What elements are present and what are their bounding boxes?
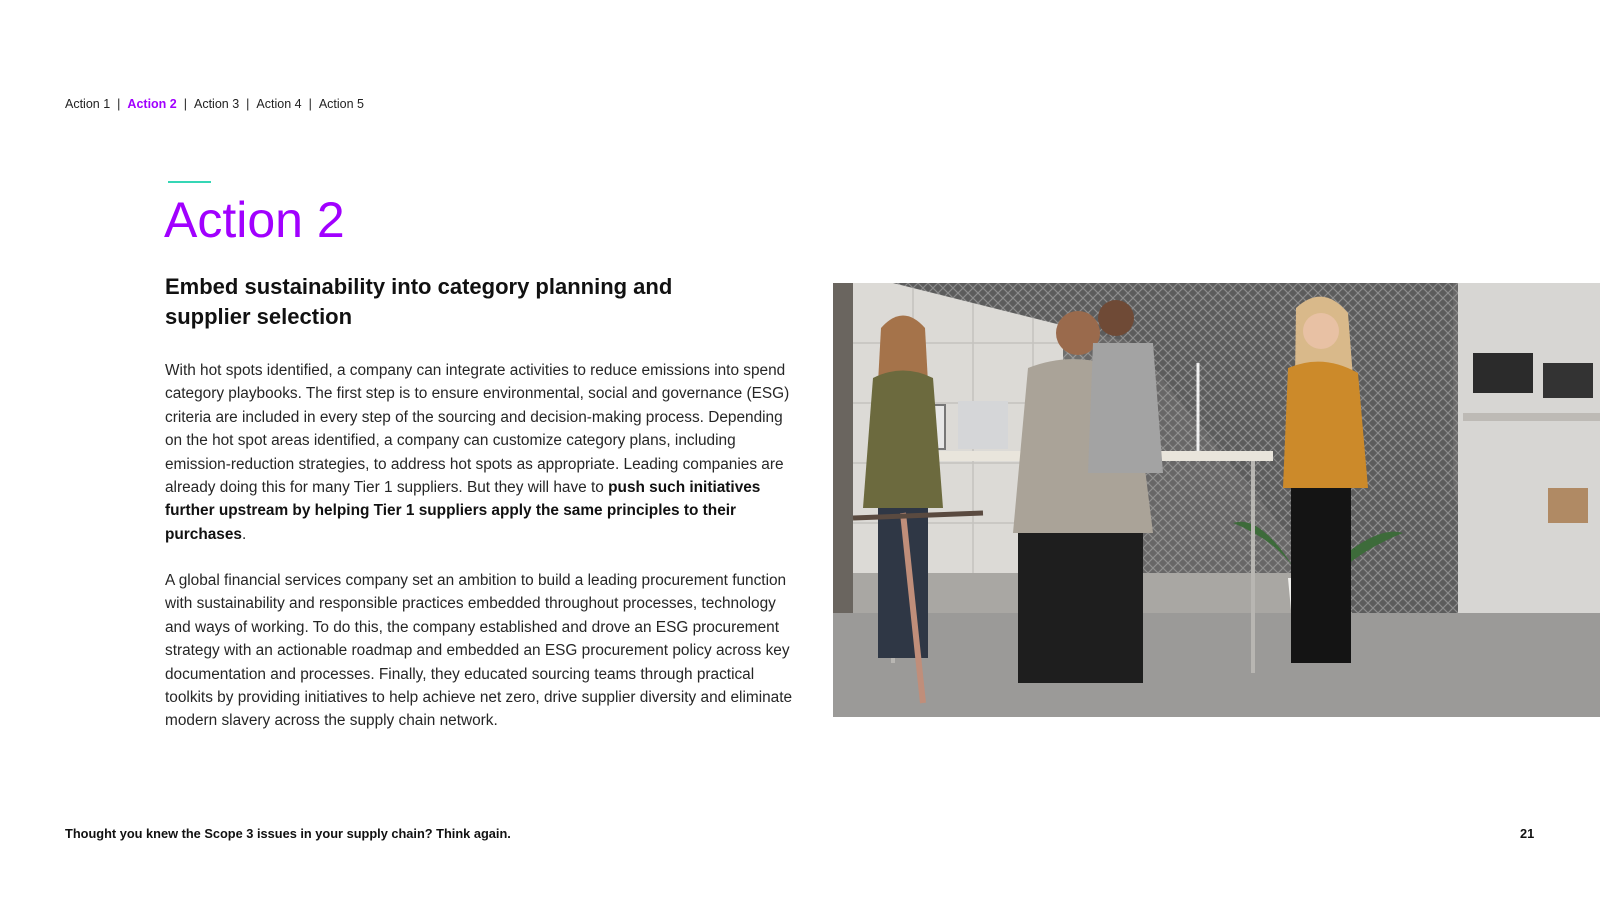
nav-separator: | xyxy=(183,97,187,111)
photo-illustration xyxy=(833,283,1600,717)
nav-action-3[interactable]: Action 3 xyxy=(193,97,240,111)
nav-separator: | xyxy=(246,97,250,111)
nav-separator: | xyxy=(308,97,312,111)
nav-action-2[interactable]: Action 2 xyxy=(127,97,177,111)
footer-tagline: Thought you knew the Scope 3 issues in your supply chain? Think again. xyxy=(65,826,511,841)
nav-action-4[interactable]: Action 4 xyxy=(256,97,302,111)
nav-action-1[interactable]: Action 1 xyxy=(65,97,111,111)
body-paragraph-2: A global financial services company set an ambition to build a leading procurement function with sustainability and responsible practices embedded throughout processes, technology and ways of working. To do this, the company established and drove an ESG procurement strategy with an actionable roadmap and embedded an ESG procurement policy across key documentation and processes. Finally, they educated sourcing teams through practical toolkits by providing initiatives to help achieve net zero, drive supplier diversity and eliminate modern slavery across the supply chain network. xyxy=(165,572,793,730)
page-subtitle: Embed sustainability into category planning and supplier selection xyxy=(165,274,673,329)
title-accent-line xyxy=(168,181,211,183)
nav-separator: | xyxy=(117,97,121,111)
paragraph-1-text: With hot spots identified, a company can integrate activities to reduce emissions into spend category playbooks. The first step is to ensure environmental, social and governance (ESG) criteria are included in every step of the sourcing and decision-making process. Depending on the hot spot areas identified, a company can customize category plans, including emission-reduction strategies, to address hot spots as appropriate. Leading companies are already doing this for many Tier 1 suppliers. But they will have to xyxy=(165,362,790,497)
office-meeting-photo xyxy=(833,283,1600,717)
paragraph-1-end: . xyxy=(242,525,247,543)
page-title: Action 2 xyxy=(164,192,345,248)
paragraph-1-bold: push such initiatives further upstream by helping Tier 1 suppliers apply the same principles to their purchases xyxy=(165,479,761,543)
nav-action-5[interactable]: Action 5 xyxy=(318,97,364,111)
page-number: 21 xyxy=(1520,826,1535,841)
action-nav xyxy=(65,97,364,111)
body-paragraph-1 xyxy=(165,359,800,546)
